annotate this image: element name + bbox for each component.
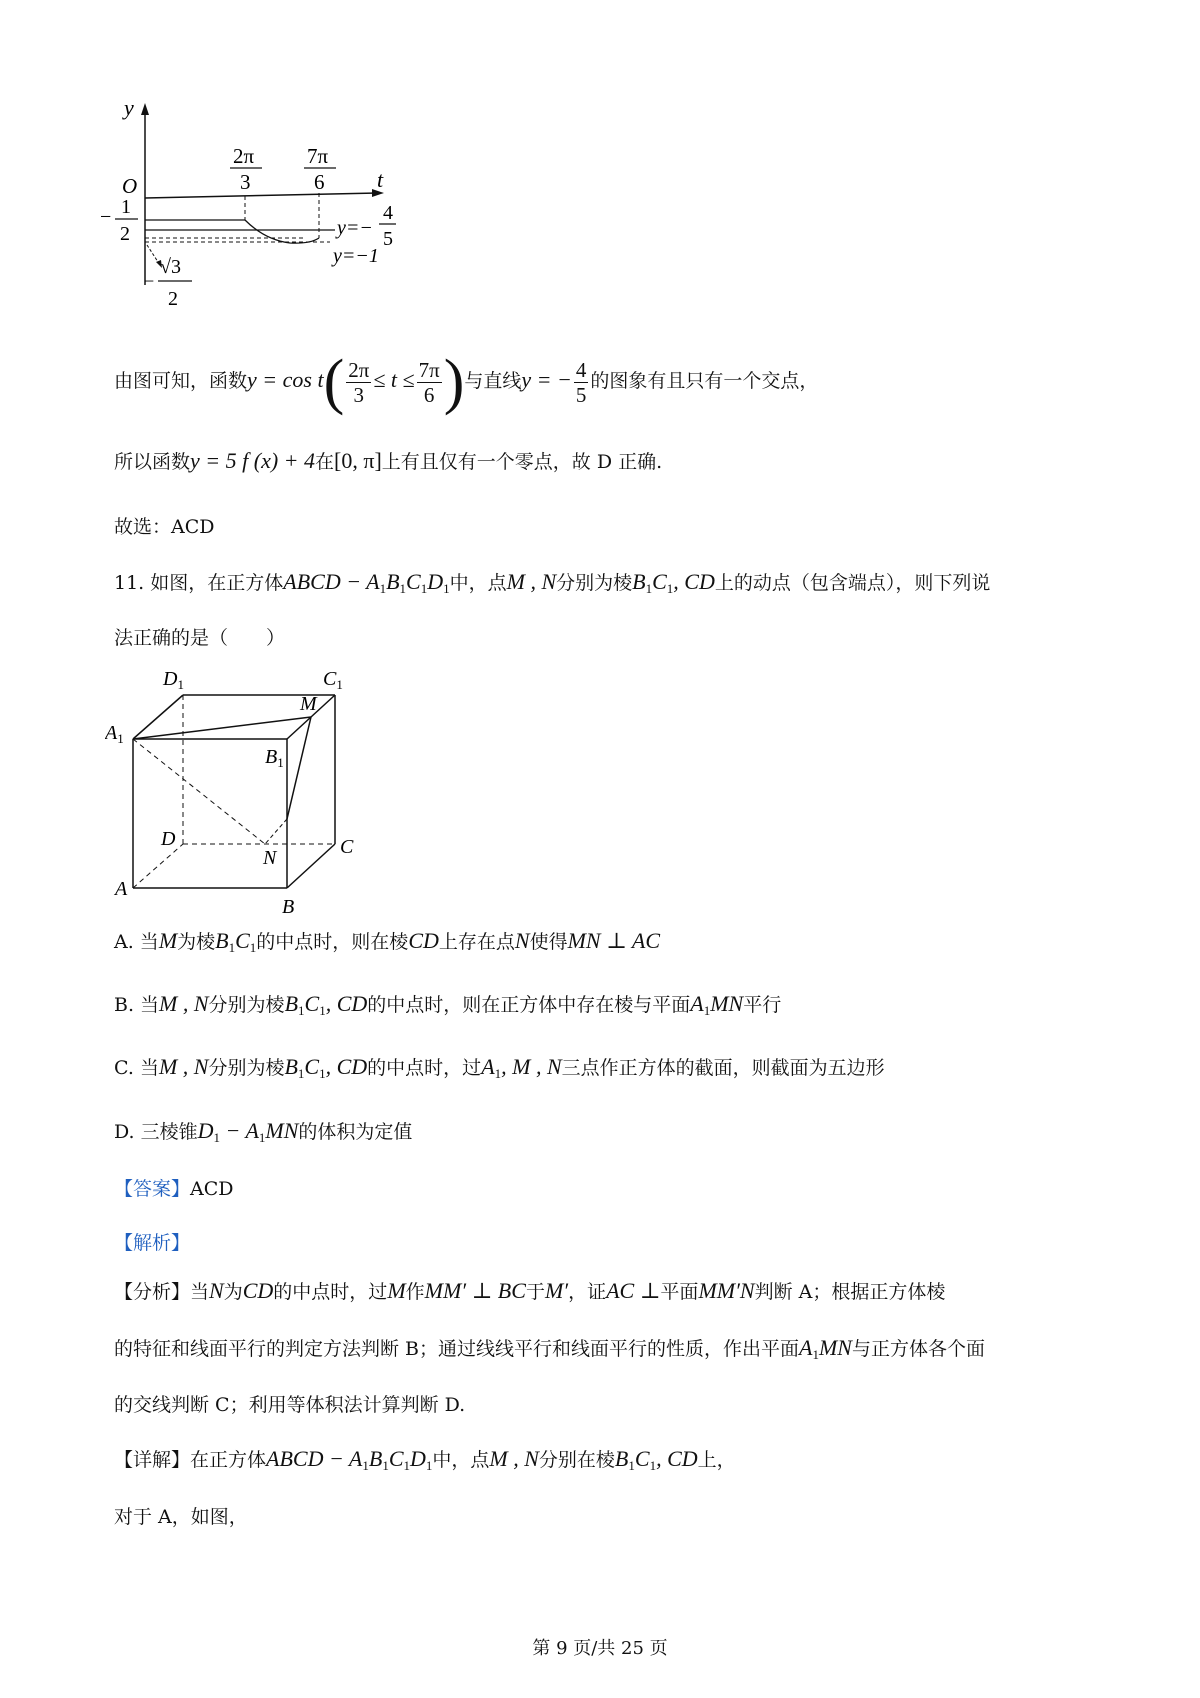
- label-four: 4: [383, 202, 393, 224]
- neg-sqrt3-den: 2: [168, 288, 178, 310]
- label-D: D: [161, 828, 176, 850]
- neg-half-sign: −: [100, 206, 112, 228]
- answer-value: ACD: [190, 1178, 234, 1200]
- conclusion-line-1: 由图可知，函数y = cos t( $\frac{2\pi}{3}$ ≤ t ≤ $\frac{7\pi}{6}$ )与直线y = − $\frac{4}{5}$ 的图象有且只有一个交点，: [114, 348, 819, 416]
- label-five: 5: [383, 228, 393, 250]
- y-axis-arrow: [141, 103, 149, 115]
- frac-2pi-3: $\frac{2\pi}{3}$: [348, 357, 370, 407]
- label-C1: $C_1$: [323, 668, 343, 692]
- t-axis: [145, 193, 378, 198]
- t-axis-label: t: [377, 167, 384, 192]
- tick-2pi3-den: 3: [240, 170, 251, 194]
- answer-line: [114, 1174, 234, 1204]
- option-a: A. 当M为棱$B_1C_1$的中点时，则在棱CD上存在点N使得MN ⊥ AC: [114, 928, 660, 955]
- label-y-neg-one: y=−1: [333, 245, 379, 267]
- frac-4-5: $\frac{4}{5}$: [575, 357, 587, 407]
- right-paren: ): [443, 348, 465, 416]
- analysis-line-2: 的特征和线面平行的判定方法判断 B；通过线线平行和线面平行的性质，作出平面$A_1MN$与正方体各个面: [114, 1335, 985, 1362]
- conclusion-line-2: 所以函数y = 5 f (x) + 4在[0, π]上有且仅有一个零点，故 D 正确.: [114, 448, 663, 473]
- neg-sqrt3-num: √3: [160, 256, 181, 278]
- label-C: C: [340, 836, 354, 858]
- analysis-line-3: 的交线判断 C；利用等体积法计算判断 D.: [114, 1394, 466, 1416]
- choice-line: 故选：ACD: [114, 516, 215, 538]
- label-A: A: [115, 878, 128, 900]
- edge-BC: [287, 844, 335, 888]
- tick-7pi6-den: 6: [314, 170, 325, 194]
- detail-line-a: 对于 A，如图，: [114, 1506, 248, 1528]
- option-b: B. 当M , N分别为棱$B_1C_1$, CD的中点时，则在正方体中存在棱与平面$A_1MN$平行: [114, 991, 782, 1018]
- answer-tag: 【答案】: [114, 1178, 191, 1200]
- cosine-graph: [100, 95, 420, 320]
- label-A1: $A_1$: [105, 722, 124, 746]
- label-N: N: [263, 847, 277, 869]
- neg-sqrt3-sign: −: [144, 271, 155, 291]
- edge-AD: [133, 844, 183, 888]
- tick-7pi6-num: 7π: [307, 144, 329, 168]
- origin-label: O: [122, 174, 138, 198]
- question-11-line-2: 法正确的是（ ）: [114, 627, 286, 649]
- neg-half-den: 2: [120, 223, 130, 245]
- y-axis-label: y: [124, 95, 134, 120]
- label-y-neg-four-fifths: y=−: [337, 217, 373, 239]
- cube-diagram: [105, 665, 375, 915]
- page-footer: 第 9 页/共 25 页: [532, 1638, 668, 1659]
- frac-7pi-6: $\frac{7\pi}{6}$: [418, 357, 440, 407]
- segment-A1N: [133, 739, 265, 844]
- segment-MN-solid: [287, 717, 311, 819]
- left-paren: (: [323, 348, 345, 416]
- label-M: M: [300, 693, 317, 715]
- label-D1: $D_1$: [163, 668, 184, 692]
- neg-half-num: 1: [121, 196, 131, 218]
- option-d: D. 三棱锥$D_1 - A_1MN$的体积为定值: [114, 1118, 413, 1145]
- question-11-line-1: 11. 如图，在正方体ABCD − $A_1B_1C_1D_1$中，点M , N分别为棱$B_1C_1$, CD上的动点（包含端点），则下列说: [114, 569, 991, 596]
- analysis-line-1: 【分析】当N为CD的中点时，过M作MM′ ⊥ BC于M′，证AC ⊥平面MM′N判断 A；根据正方体棱: [114, 1278, 946, 1303]
- detail-line: 【详解】在正方体ABCD − $A_1B_1C_1D_1$中，点M , N分别在棱$B_1C_1$, CD上，: [114, 1446, 736, 1473]
- edge-A1D1: [133, 695, 183, 739]
- analysis-tag: 【解析】: [114, 1232, 191, 1254]
- label-B1: $B_1$: [265, 746, 284, 770]
- option-c: C. 当M , N分别为棱$B_1C_1$, CD的中点时，过$A_1$, M , N三点作正方体的截面，则截面为五边形: [114, 1054, 885, 1081]
- cos-curve: [245, 220, 319, 243]
- tick-2pi3-num: 2π: [233, 144, 255, 168]
- segment-MN-dashed: [265, 819, 287, 844]
- segment-A1M: [133, 717, 311, 739]
- label-B: B: [282, 896, 295, 915]
